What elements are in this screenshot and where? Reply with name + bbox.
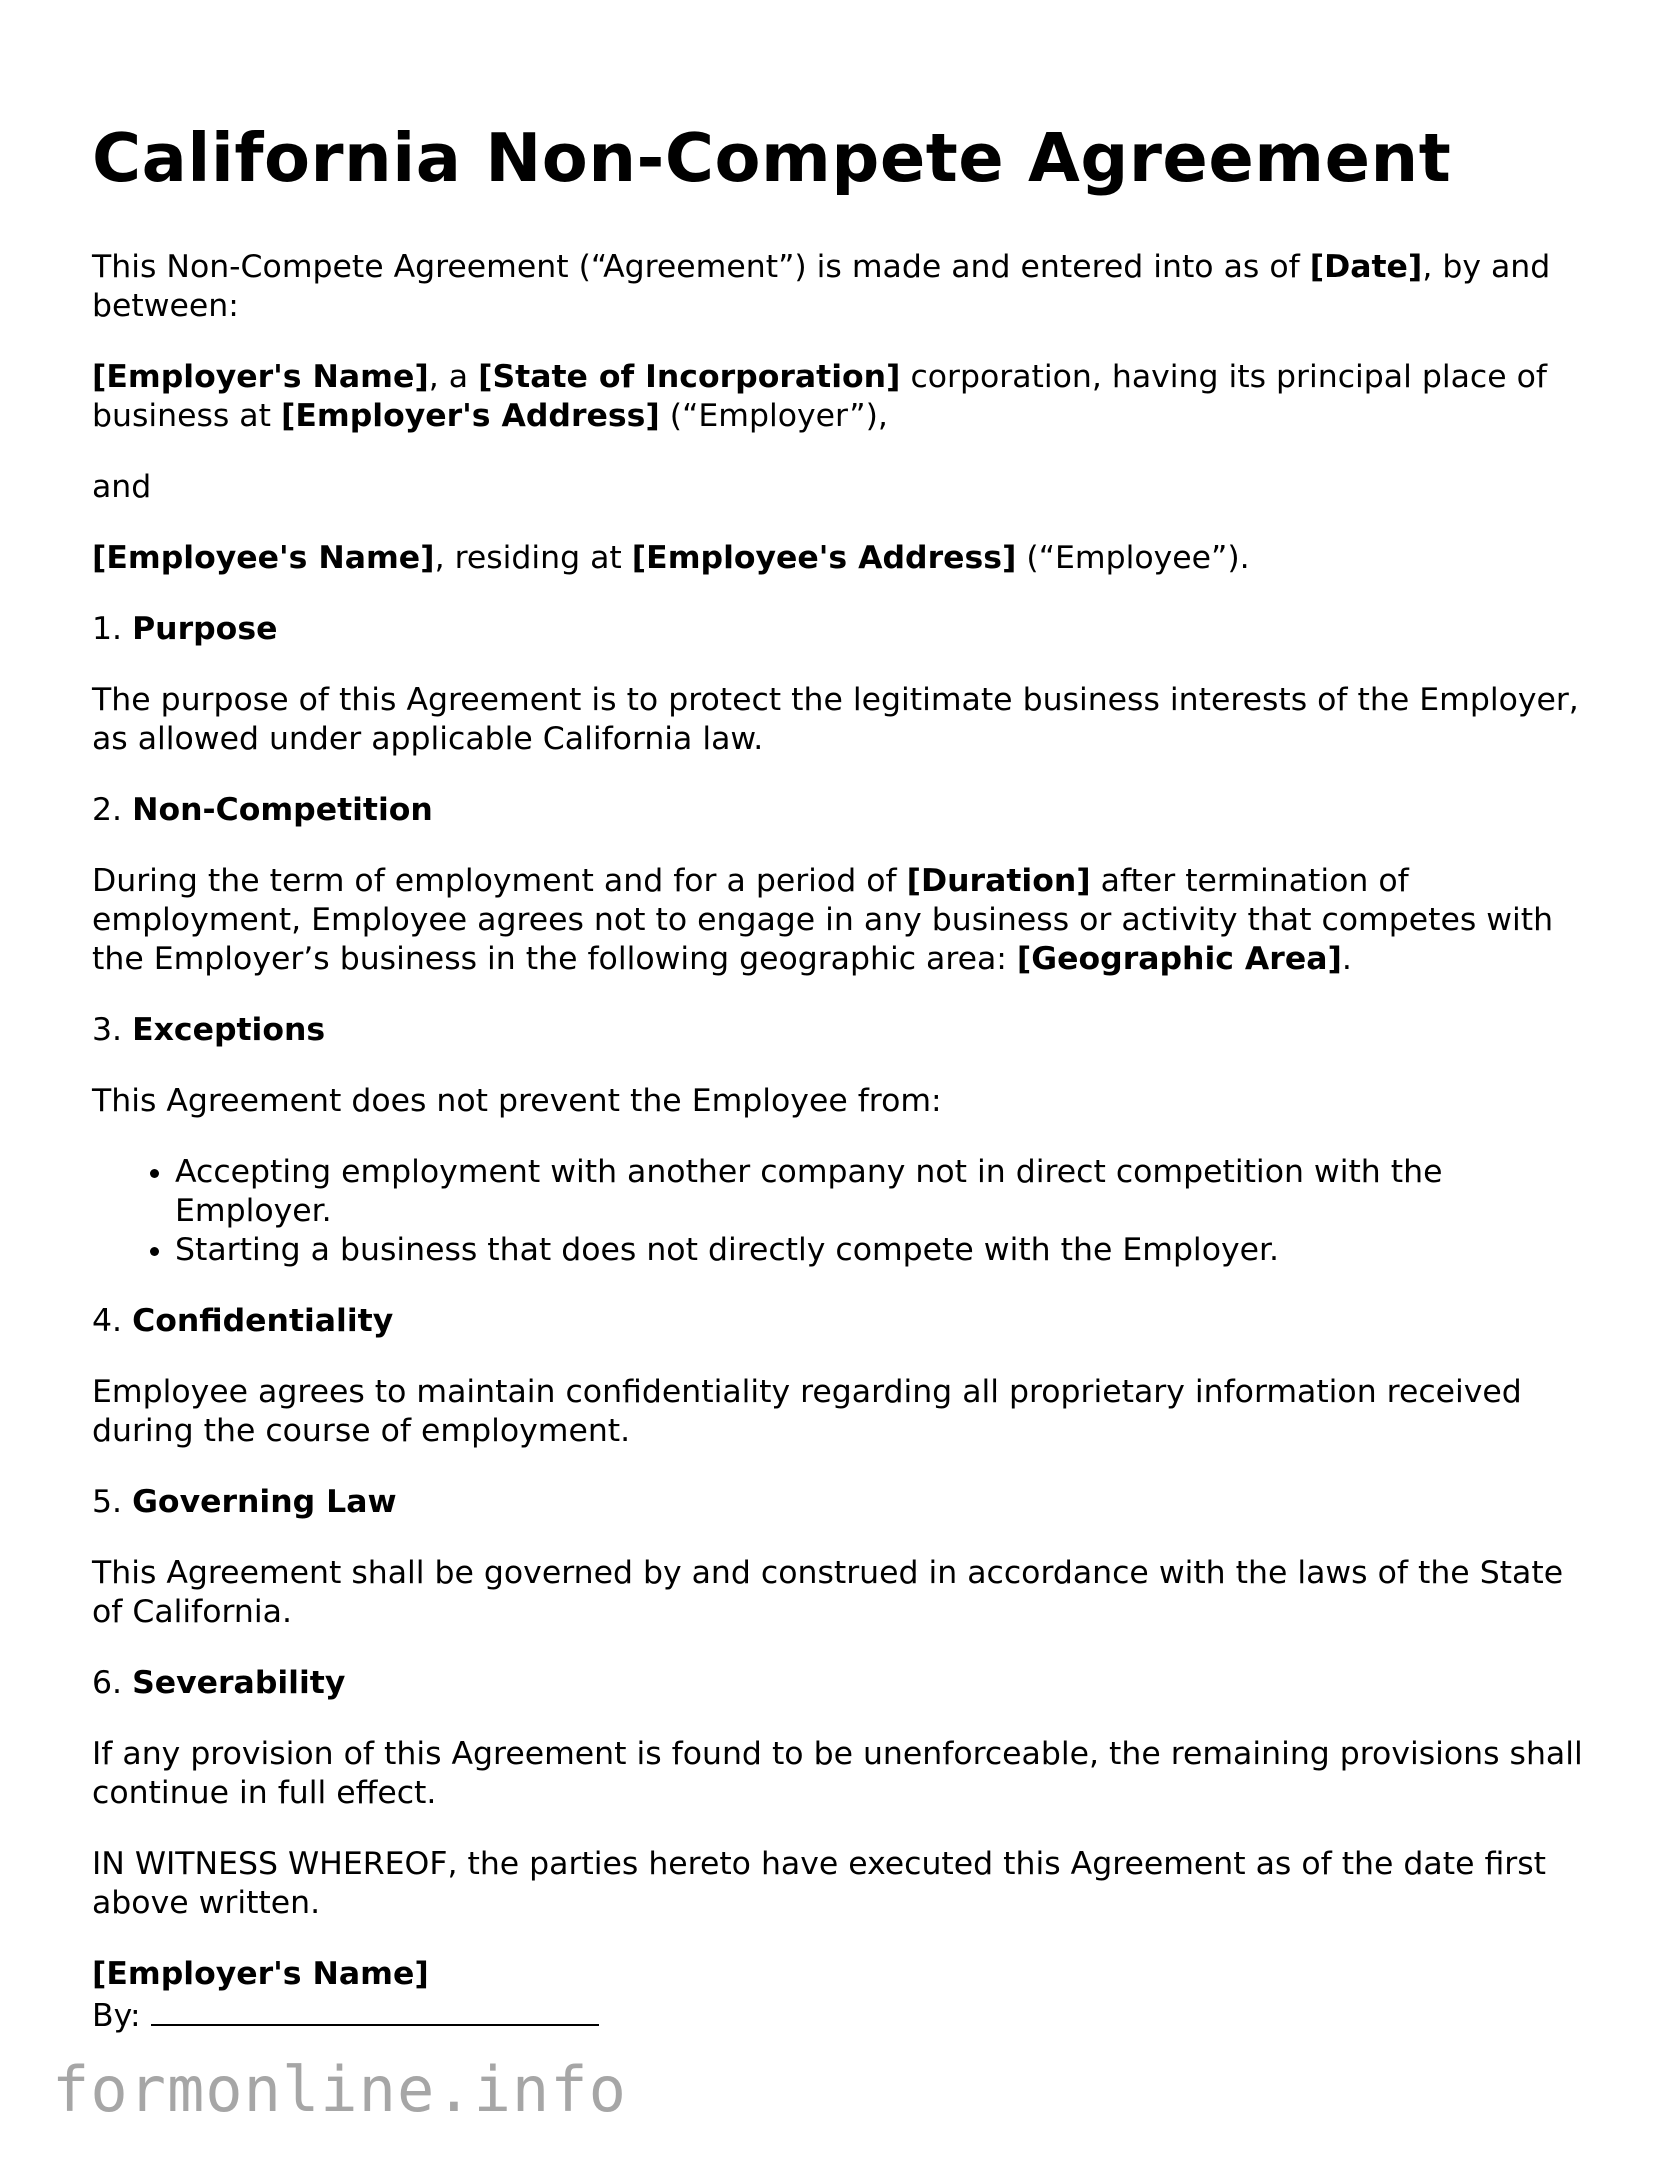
section-heading-exceptions bbox=[92, 1011, 1600, 1050]
section-title: Severability bbox=[132, 1665, 346, 1701]
section-body-confidentiality: Employee agrees to maintain confidentiality regarding all proprietary information received during the course of employment. bbox=[92, 1374, 1522, 1449]
section-body-noncompetition bbox=[92, 862, 1600, 979]
document-title: California Non-Compete Agreement bbox=[92, 119, 1452, 197]
section-body-severability: If any provision of this Agreement is found to be unenforceable, the remaining provisions shall continue in full effect. bbox=[92, 1736, 1583, 1811]
employer-party-paragraph bbox=[92, 358, 1600, 436]
intro-text: This Non-Compete Agreement (“Agreement”) is made and entered into as of bbox=[92, 249, 1310, 285]
employer-name-placeholder: [Employer's Name] bbox=[92, 359, 429, 395]
intro-paragraph bbox=[92, 248, 1600, 326]
section-title: Exceptions bbox=[132, 1012, 326, 1048]
document-page bbox=[92, 118, 1600, 2036]
state-of-incorporation-placeholder: [State of Incorporation] bbox=[478, 359, 901, 395]
watermark: formonline.info bbox=[52, 2053, 627, 2126]
section-title: Non-Competition bbox=[132, 792, 433, 828]
section-number: 4. bbox=[92, 1303, 133, 1339]
employee-name-placeholder: [Employee's Name] bbox=[92, 540, 435, 576]
employee-address-placeholder: [Employee's Address] bbox=[631, 540, 1017, 576]
noncompetition-text-1: During the term of employment and for a period of bbox=[92, 863, 907, 899]
noncompetition-text-3: . bbox=[1341, 941, 1352, 977]
employer-party-text-2: corporation, having its principal place of business at bbox=[92, 359, 1547, 434]
and-line: and bbox=[92, 469, 152, 505]
section-title: Purpose bbox=[132, 611, 278, 647]
section-title: Confidentiality bbox=[132, 1303, 394, 1339]
signature-block bbox=[92, 1955, 1600, 2036]
signature-employer-name: [Employer's Name] bbox=[92, 1956, 429, 1992]
employee-party-text-2: (“Employee”). bbox=[1016, 540, 1250, 576]
section-heading-confidentiality bbox=[92, 1302, 1600, 1341]
section-number: 2. bbox=[92, 792, 133, 828]
witness-paragraph: IN WITNESS WHEREOF, the parties hereto have executed this Agreement as of the date first above written. bbox=[92, 1846, 1547, 1921]
employee-party-paragraph bbox=[92, 539, 1600, 578]
section-heading-purpose bbox=[92, 610, 1600, 649]
section-body-exceptions: This Agreement does not prevent the Employee from: bbox=[92, 1083, 942, 1119]
section-heading-severability bbox=[92, 1664, 1600, 1703]
date-placeholder: [Date] bbox=[1309, 249, 1423, 285]
section-heading-noncompetition bbox=[92, 791, 1600, 830]
employer-party-text-1: , a bbox=[428, 359, 479, 395]
section-number: 1. bbox=[92, 611, 133, 647]
duration-placeholder: [Duration] bbox=[906, 863, 1091, 899]
exceptions-list bbox=[92, 1153, 1600, 1270]
list-item: • Starting a business that does not directly compete with the Employer. bbox=[175, 1231, 1600, 1270]
signature-by-label: By: bbox=[92, 1998, 151, 2034]
section-title: Governing Law bbox=[132, 1484, 397, 1520]
geographic-area-placeholder: [Geographic Area] bbox=[1016, 941, 1342, 977]
section-heading-governing-law bbox=[92, 1483, 1600, 1522]
section-body-purpose: The purpose of this Agreement is to protect the legitimate business interests of the Employer, as allowed under applicable California law. bbox=[92, 682, 1579, 757]
employer-address-placeholder: [Employer's Address] bbox=[280, 398, 660, 434]
employee-party-text-1: , residing at bbox=[434, 540, 632, 576]
section-number: 3. bbox=[92, 1012, 133, 1048]
list-item: • Accepting employment with another company not in direct competition with the Employer. bbox=[175, 1153, 1600, 1231]
signature-line[interactable] bbox=[151, 1994, 599, 2026]
noncompetition-text-2: after termination of employment, Employee agrees not to engage in any business or activity that competes with the Employer’s business in the following geographic area: bbox=[92, 863, 1554, 977]
intro-tail: , by and between: bbox=[92, 249, 1551, 324]
employer-party-text-3: (“Employer”), bbox=[659, 398, 888, 434]
section-number: 6. bbox=[92, 1665, 133, 1701]
section-body-governing-law: This Agreement shall be governed by and construed in accordance with the laws of the State of California. bbox=[92, 1555, 1564, 1630]
section-number: 5. bbox=[92, 1484, 133, 1520]
